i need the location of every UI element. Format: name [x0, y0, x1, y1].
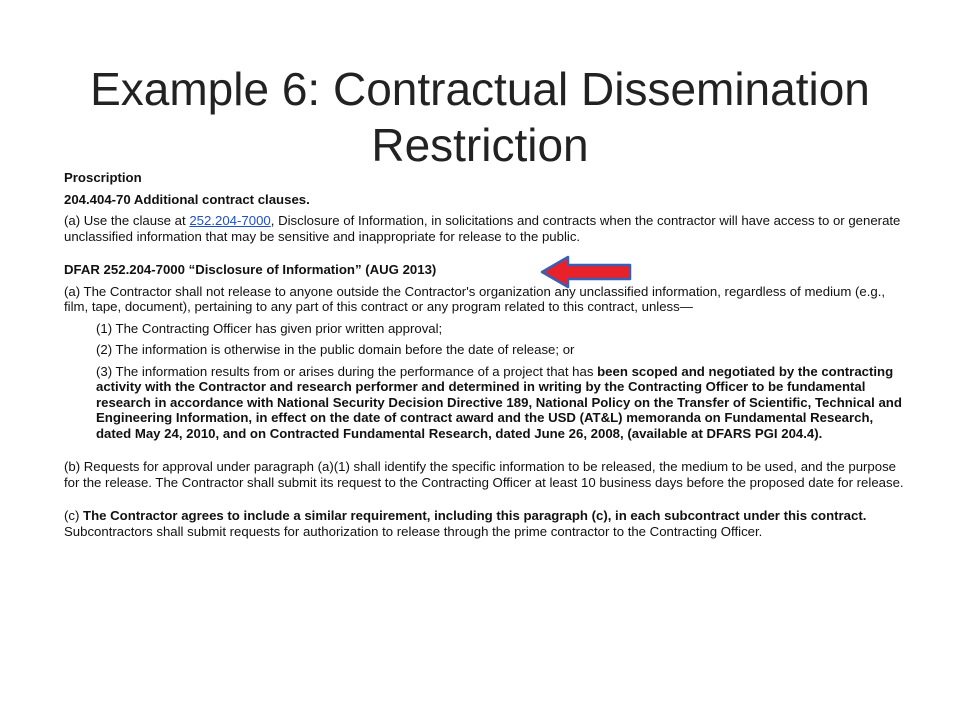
- slide-title: Example 6: Contractual Dissemination Restriction: [90, 62, 870, 171]
- item-3-normal: (3) The information results from or arises during the performance of a project that has: [96, 363, 598, 379]
- item-1: (1) The Contracting Officer has given prior written approval;: [96, 320, 443, 336]
- item-3-bold: been scoped and negotiated by the contracting activity with the Contractor and research performer and determined in writing by the Contracting Officer to be fundamental research in accordance with National Security Decision Directive 189, National Policy on the Transfer of Scientific, Technical and Engineering Information, in effect on the date of contract award and the USD (AT&L) memoranda on Fundamental Research, dated May 24, 2010, and on Contracted Fundamental Research, dated June 26, 2008, (available at DFARS PGI 204.4).: [96, 363, 902, 441]
- paragraph-c-suffix: Subcontractors shall submit requests for authorization to release through the prime contractor to the Contracting Officer.: [64, 523, 763, 539]
- paragraph-a-clause: [64, 213, 904, 244]
- paragraph-c-bold: The Contractor agrees to include a similar requirement, including this paragraph (c), in each subcontract under this contract.: [83, 508, 867, 523]
- paragraph-a-dfar: (a) The Contractor shall not release to anyone outside the Contractor's organization any unclassified information, regardless of medium (e.g., film, tape, document), pertaining to any part of this contract or any program related to this contract, unless—: [64, 283, 886, 314]
- item-2: (2) The information is otherwise in the public domain before the date of release; or: [96, 342, 575, 357]
- left-arrow-icon: [540, 255, 632, 289]
- paragraph-a-prefix: (a) Use the clause at: [64, 213, 190, 228]
- paragraph-c: [64, 508, 904, 539]
- item-3: [96, 364, 904, 442]
- clause-link[interactable]: 252.204-7000: [189, 213, 271, 228]
- paragraph-c-prefix: (c): [64, 508, 84, 523]
- proscription-heading: Proscription: [64, 170, 142, 185]
- slide-content: [64, 170, 904, 545]
- clause-title: 204.404-70 Additional contract clauses.: [64, 191, 310, 207]
- paragraph-a-suffix: , Disclosure of Information, in solicitations and contracts when the contractor will have access to or generate unclassified information that may be sensitive and inappropriate for release to the public.: [64, 213, 901, 244]
- paragraph-b: (b) Requests for approval under paragraph (a)(1) shall identify the specific information to be released, the medium to be used, and the purpose for the release. The Contractor shall submit its request to the Contracting Officer at least 10 business days before the proposed date for release.: [64, 459, 904, 490]
- dfar-title: DFAR 252.204-7000 “Disclosure of Information” (AUG 2013): [64, 262, 437, 277]
